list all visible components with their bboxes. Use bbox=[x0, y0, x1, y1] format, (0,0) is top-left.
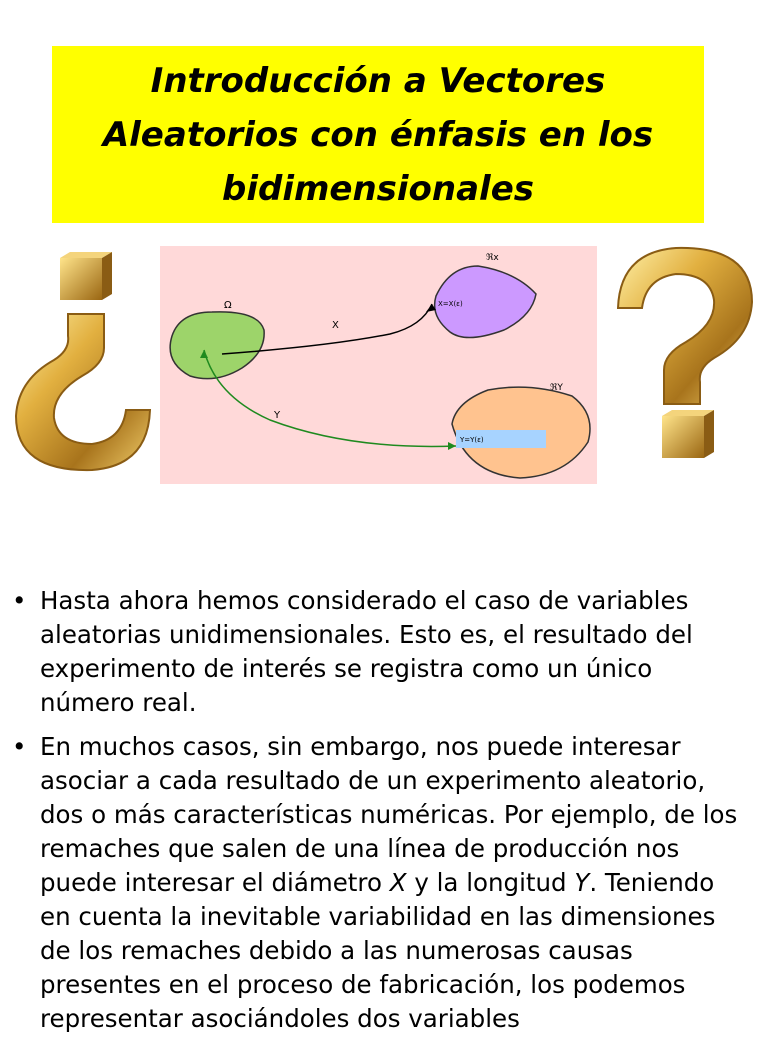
bullet-item bbox=[0, 730, 768, 1036]
y-arrow-label: Y bbox=[274, 410, 281, 421]
bullet-text: En muchos casos, sin embargo, nos puede interesar asociar a cada resultado de un experimento aleatorio, dos o más características numéricas. Por ejemplo, de los remaches que salen de una línea de producción nos puede interesar el diámetro bbox=[40, 732, 738, 897]
variable-y: Y bbox=[574, 868, 590, 897]
page-title: Introducción a Vectores Aleatorios con énfasis en los bidimensionales bbox=[102, 60, 654, 209]
ry-label: ℜY bbox=[550, 383, 563, 393]
x-value-label: X=X(ε) bbox=[438, 300, 463, 308]
bullet-item bbox=[0, 584, 768, 720]
title-box bbox=[52, 46, 704, 223]
x-arrow-label: X bbox=[332, 320, 339, 331]
random-vector-diagram bbox=[160, 246, 597, 484]
inverted-question-mark-icon bbox=[12, 252, 154, 474]
bullet-marker: • bbox=[12, 732, 27, 761]
variable-x: X bbox=[389, 868, 407, 897]
bullet-list bbox=[0, 584, 768, 1046]
omega-label: Ω bbox=[224, 300, 232, 311]
bullet-text: Hasta ahora hemos considerado el caso de variables aleatorias unidimensionales. Esto es, el resultado del experimento de interés se registra como un único número real. bbox=[40, 586, 693, 717]
y-value-label: Y=Y(ε) bbox=[460, 436, 484, 444]
question-mark-icon bbox=[614, 244, 756, 466]
bullet-text: y la longitud bbox=[406, 868, 575, 897]
rx-label: ℜx bbox=[486, 253, 499, 263]
bullet-marker: • bbox=[12, 586, 27, 615]
bullet-text: . Teniendo en cuenta la inevitable variabilidad en las dimensiones de los remaches debido a las numerosas causas presentes en el proceso de fabricación, los podemos representar asociándoles dos variables bbox=[40, 868, 716, 1033]
